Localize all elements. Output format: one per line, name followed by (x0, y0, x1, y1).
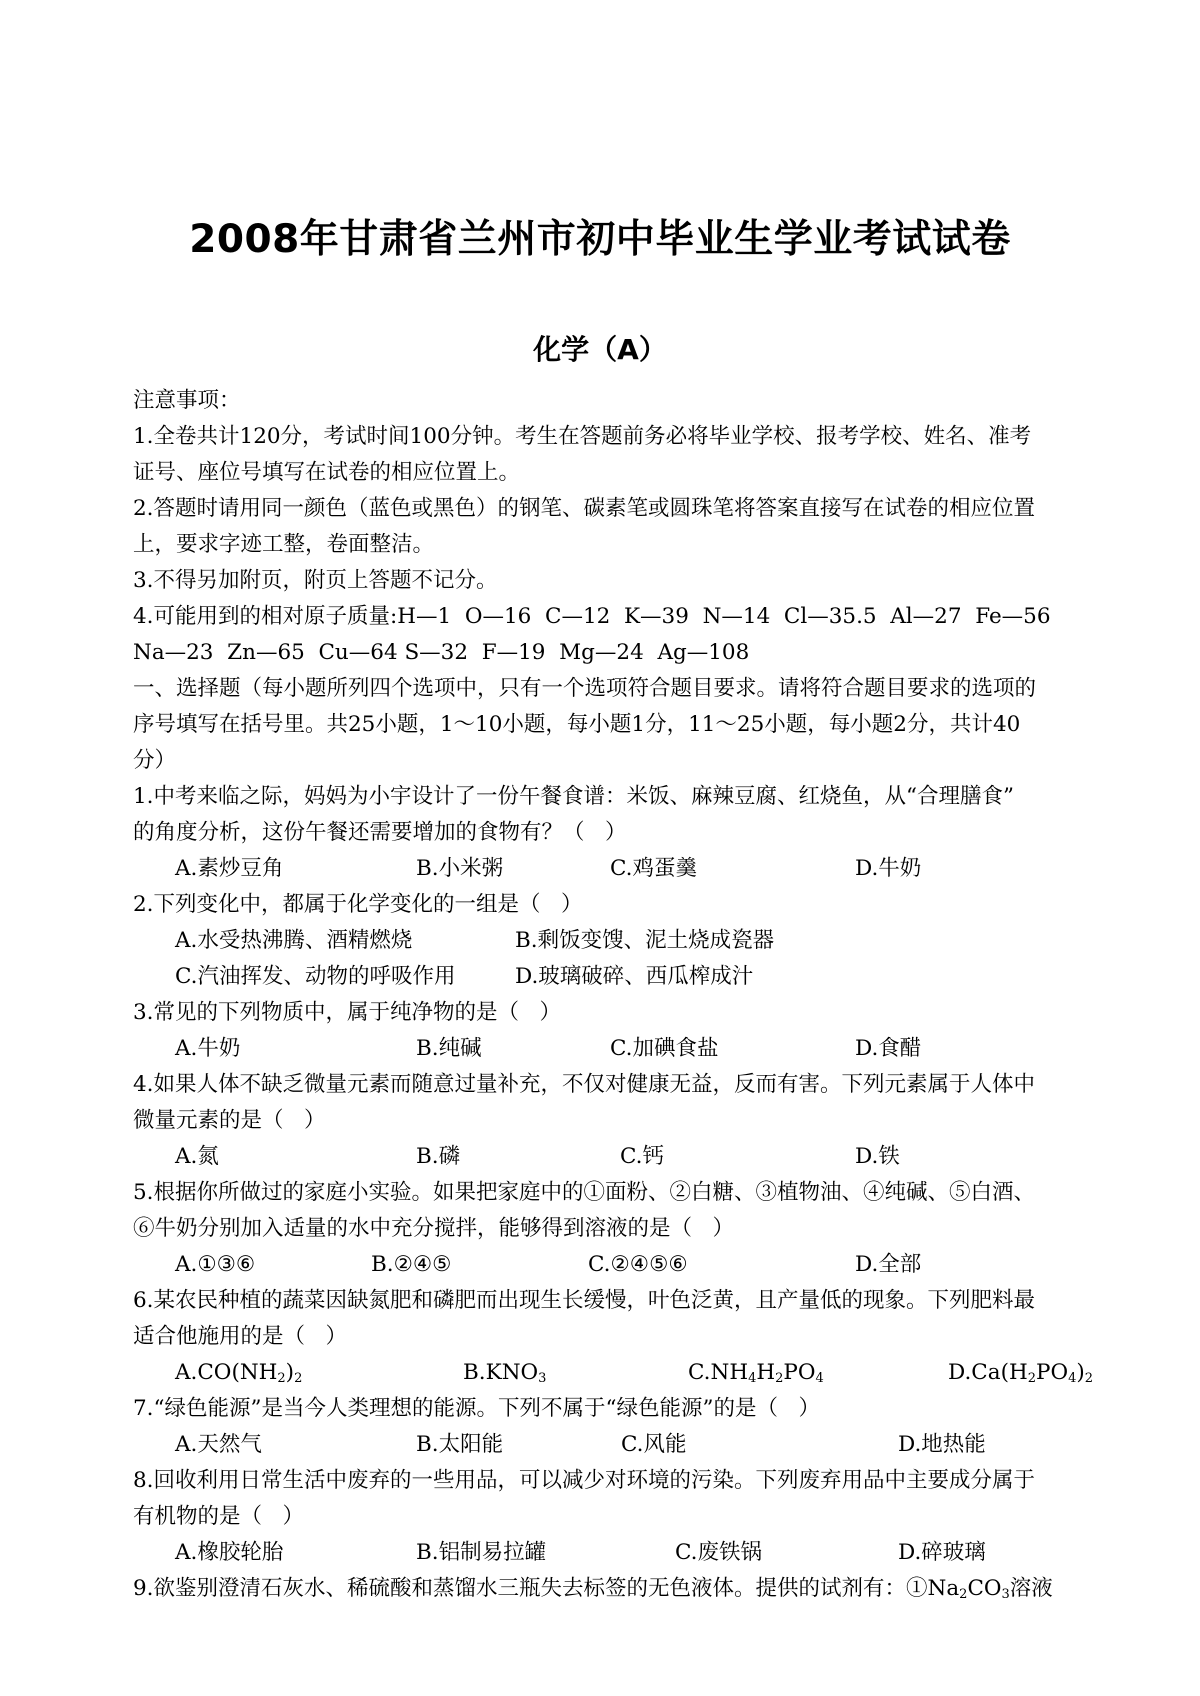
stem-text: CO (967, 1576, 1002, 1601)
option-c: C.汽油挥发、动物的呼吸作用 (175, 964, 456, 989)
formula-subscript: 4 (748, 1371, 757, 1386)
option-a: A.橡胶轮胎 (175, 1540, 284, 1565)
question-options (133, 1355, 1138, 1391)
option-c (688, 1355, 824, 1391)
formula-text: C.NH (688, 1360, 749, 1385)
question-stem: 1.中考来临之际，妈妈为小宇设计了一份午餐食谱：米饭、麻辣豆腐、红烧鱼，从“合理膳食” (133, 784, 1015, 809)
option-d: D.全部 (855, 1252, 922, 1277)
question-stem: 3.常见的下列物质中，属于纯净物的是（ ） (133, 1000, 562, 1025)
formula-text: B.KNO (463, 1360, 539, 1385)
question-stem (133, 1571, 1138, 1607)
question-options (133, 1031, 1138, 1067)
notice-line: 证号、座位号填写在试卷的相应位置上。 (133, 460, 521, 485)
question-stem: 7.“绿色能源”是当今人类理想的能源。下列不属于“绿色能源”的是（ ） (133, 1396, 820, 1421)
question-stem: 2.下列变化中，都属于化学变化的一组是（ ） (133, 892, 583, 917)
exam-body (133, 383, 1138, 1607)
formula-text: PO (783, 1360, 816, 1385)
option-c: C.鸡蛋羹 (610, 856, 698, 881)
option-d: D.玻璃破碎、西瓜榨成汁 (515, 964, 754, 989)
question-stem: 8.回收利用日常生活中废弃的一些用品，可以减少对环境的污染。下列废弃用品中主要成分属于 (133, 1468, 1036, 1493)
formula-text: D.Ca(H (948, 1360, 1028, 1385)
formula-text: ) (1076, 1360, 1085, 1385)
stem-text: 9.欲鉴别澄清石灰水、稀硫酸和蒸馏水三瓶失去标签的无色液体。提供的试剂有：①Na (133, 1576, 960, 1601)
option-a: A.水受热沸腾、酒精燃烧 (175, 928, 413, 953)
option-a: A.牛奶 (175, 1036, 241, 1061)
formula-subscript: 2 (959, 1587, 968, 1602)
question-options (133, 959, 1138, 995)
option-b: B.②④⑤ (371, 1252, 452, 1277)
formula-subscript: 2 (1027, 1371, 1036, 1386)
formula-text: H (756, 1360, 776, 1385)
option-b: B.小米粥 (416, 856, 504, 881)
formula-subscript: 4 (1068, 1371, 1077, 1386)
option-b: B.纯碱 (416, 1036, 482, 1061)
formula-subscript: 2 (277, 1371, 286, 1386)
formula-subscript: 3 (538, 1371, 547, 1386)
exam-subtitle: 化学（A） (533, 333, 667, 366)
question-stem: 4.如果人体不缺乏微量元素而随意过量补充，不仅对健康无益，反而有害。下列元素属于人体中 (133, 1072, 1036, 1097)
question-stem: 适合他施用的是（ ） (133, 1324, 348, 1349)
formula-subscript: 2 (294, 1371, 303, 1386)
section-heading: 一、选择题（每小题所列四个选项中，只有一个选项符合题目要求。请将符合题目要求的选项的 (133, 676, 1037, 701)
option-c: C.风能 (621, 1432, 687, 1457)
section-heading: 分） (133, 748, 177, 773)
option-d (948, 1355, 1093, 1391)
option-d: D.地热能 (898, 1432, 986, 1457)
option-d: D.碎玻璃 (898, 1540, 986, 1565)
option-b (463, 1355, 546, 1391)
question-stem: ⑥牛奶分别加入适量的水中充分搅拌，能够得到溶液的是（ ） (133, 1216, 735, 1241)
question-options (133, 1247, 1138, 1283)
question-stem: 微量元素的是（ ） (133, 1108, 326, 1133)
question-options (133, 1427, 1138, 1463)
question-options (133, 1139, 1138, 1175)
notice-line: 1.全卷共计120分，考试时间100分钟。考生在答题前务必将毕业学校、报考学校、姓名、准考 (133, 424, 1032, 449)
question-options (133, 851, 1138, 887)
notice-line: 4.可能用到的相对原子质量:H—1 O—16 C—12 K—39 N—14 Cl—35.5 Al—27 Fe—56 (133, 604, 1051, 629)
option-b: B.太阳能 (416, 1432, 504, 1457)
option-b: B.剩饭变馊、泥土烧成瓷器 (515, 928, 775, 953)
question-options (133, 923, 1138, 959)
section-heading: 序号填写在括号里。共25小题，1～10小题，每小题1分，11～25小题，每小题2分，共计40 (133, 712, 1021, 737)
formula-text: ) (285, 1360, 295, 1385)
exam-title: 2008年甘肃省兰州市初中毕业生学业考试试卷 (189, 217, 1011, 262)
formula-subscript: 3 (1001, 1587, 1010, 1602)
question-stem: 有机物的是（ ） (133, 1504, 305, 1529)
question-stem: 的角度分析，这份午餐还需要增加的食物有？（ ） (133, 820, 627, 845)
option-a: A.①③⑥ (175, 1252, 256, 1277)
formula-subscript: 2 (775, 1371, 784, 1386)
notice-line: 3.不得另加附页，附页上答题不记分。 (133, 568, 498, 593)
question-options (133, 1535, 1138, 1571)
option-a: A.天然气 (175, 1432, 262, 1457)
formula-text: A.CO(NH (175, 1360, 278, 1385)
option-d: D.食醋 (855, 1036, 922, 1061)
notice-line: Na—23 Zn—65 Cu—64 S—32 F—19 Mg—24 Ag—108 (133, 640, 750, 665)
option-d: D.牛奶 (855, 856, 922, 881)
option-a (175, 1355, 302, 1391)
option-c: C.废铁锅 (675, 1540, 763, 1565)
option-a: A.氮 (175, 1144, 219, 1169)
formula-text: PO (1036, 1360, 1069, 1385)
option-c: C.加碘食盐 (610, 1036, 719, 1061)
stem-text: 溶液 (1009, 1576, 1053, 1601)
notice-line: 2.答题时请用同一颜色（蓝色或黑色）的钢笔、碳素笔或圆珠笔将答案直接写在试卷的相应位置 (133, 496, 1036, 521)
formula-subscript: 4 (815, 1371, 824, 1386)
option-b: B.铝制易拉罐 (416, 1540, 547, 1565)
notice-line: 上，要求字迹工整，卷面整洁。 (133, 532, 435, 557)
notice-heading: 注意事项： (133, 388, 241, 413)
option-a: A.素炒豆角 (175, 856, 284, 881)
question-stem: 6.某农民种植的蔬菜因缺氮肥和磷肥而出现生长缓慢，叶色泛黄，且产量低的现象。下列肥料最 (133, 1288, 1036, 1313)
option-c: C.钙 (620, 1144, 665, 1169)
option-c: C.②④⑤⑥ (588, 1252, 688, 1277)
question-stem: 5.根据你所做过的家庭小实验。如果把家庭中的①面粉、②白糖、③植物油、④纯碱、⑤白酒、 (133, 1180, 1036, 1205)
formula-subscript: 2 (1084, 1371, 1094, 1386)
option-b: B.磷 (416, 1144, 461, 1169)
option-d: D.铁 (855, 1144, 900, 1169)
